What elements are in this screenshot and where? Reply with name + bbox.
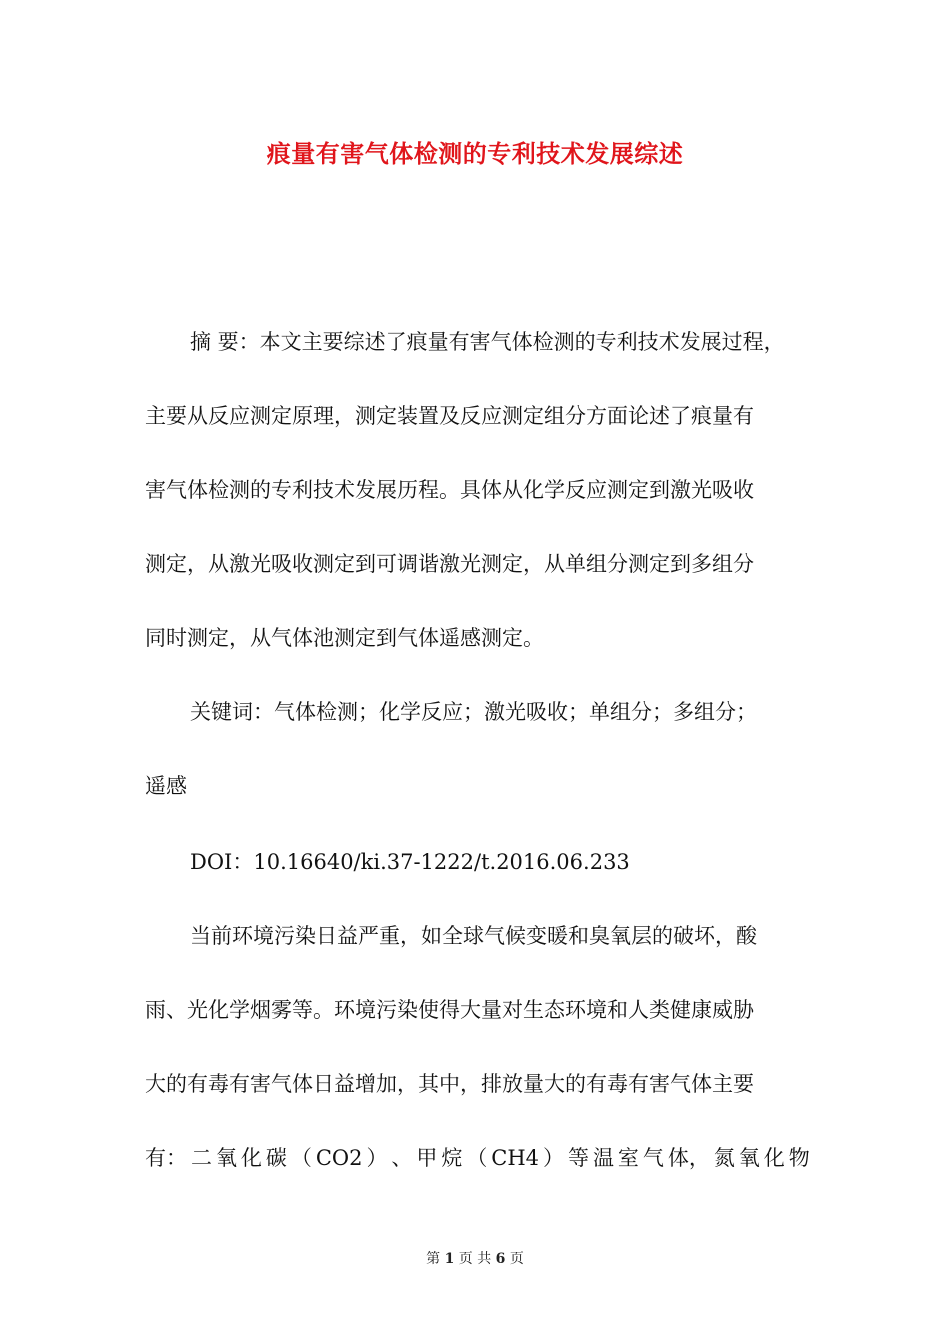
body-line-1: 当前环境污染日益严重，如全球气候变暖和臭氧层的破坏，酸 [190,924,757,948]
body-line-2: 雨、光化学烟雾等。环境污染使得大量对生态环境和人类健康威胁 [145,998,754,1022]
keywords-line-2: 遥感 [145,774,187,798]
footer-suffix: 页 [509,1251,524,1267]
footer-mid: 页 共 [458,1251,492,1267]
text-fragment: 氮 [713,1146,735,1170]
text-fragment: 温 [592,1146,614,1170]
text-fragment: 有： [145,1146,187,1170]
body-line-4 [145,1144,810,1172]
page-number: 1 [444,1251,455,1267]
page-footer [0,1248,950,1268]
text-fragment: ） [366,1146,388,1170]
abstract-line-2: 主要从反应测定原理，测定装置及反应测定组分方面论述了痕量有 [145,404,754,428]
abstract-line-5: 同时测定，从气体池测定到气体遥感测定。 [145,626,544,650]
text-fragment: 化 [240,1146,262,1170]
text-fragment: 体， [667,1146,710,1170]
text-fragment: 物 [788,1146,810,1170]
text-fragment: CO2 [315,1146,363,1170]
text-fragment: 室 [617,1146,639,1170]
text-fragment: 氧 [738,1146,760,1170]
abstract-line-1: 摘 要：本文主要综述了痕量有害气体检测的专利技术发展过程， [190,330,785,354]
abstract-line-3: 害气体检测的专利技术发展历程。具体从化学反应测定到激光吸收 [145,478,754,502]
abstract-line-4: 测定，从激光吸收测定到可调谐激光测定，从单组分测定到多组分 [145,552,754,576]
text-fragment: （ [466,1146,488,1170]
page-total: 6 [495,1251,506,1267]
text-fragment: （ [290,1146,312,1170]
text-fragment: 烷 [441,1146,463,1170]
text-fragment: 氧 [215,1146,237,1170]
text-fragment: 甲 [416,1146,438,1170]
document-title: 痕量有害气体检测的专利技术发展综述 [266,139,684,168]
text-fragment: 碳 [265,1146,287,1170]
keywords-line-1: 关键词：气体检测；化学反应；激光吸收；单组分；多组分； [190,700,757,724]
body-line-3: 大的有毒有害气体日益增加，其中，排放量大的有毒有害气体主要 [145,1072,754,1096]
doi-line: DOI：10.16640/ki.37-1222/t.2016.06.233 [190,850,630,874]
text-fragment: 、 [391,1146,413,1170]
text-fragment: 化 [763,1146,785,1170]
text-fragment: 等 [567,1146,589,1170]
text-fragment: CH4 [491,1146,540,1170]
text-fragment: 二 [190,1146,212,1170]
footer-prefix: 第 [426,1251,441,1267]
text-fragment: 气 [642,1146,664,1170]
text-fragment: ） [543,1146,564,1170]
